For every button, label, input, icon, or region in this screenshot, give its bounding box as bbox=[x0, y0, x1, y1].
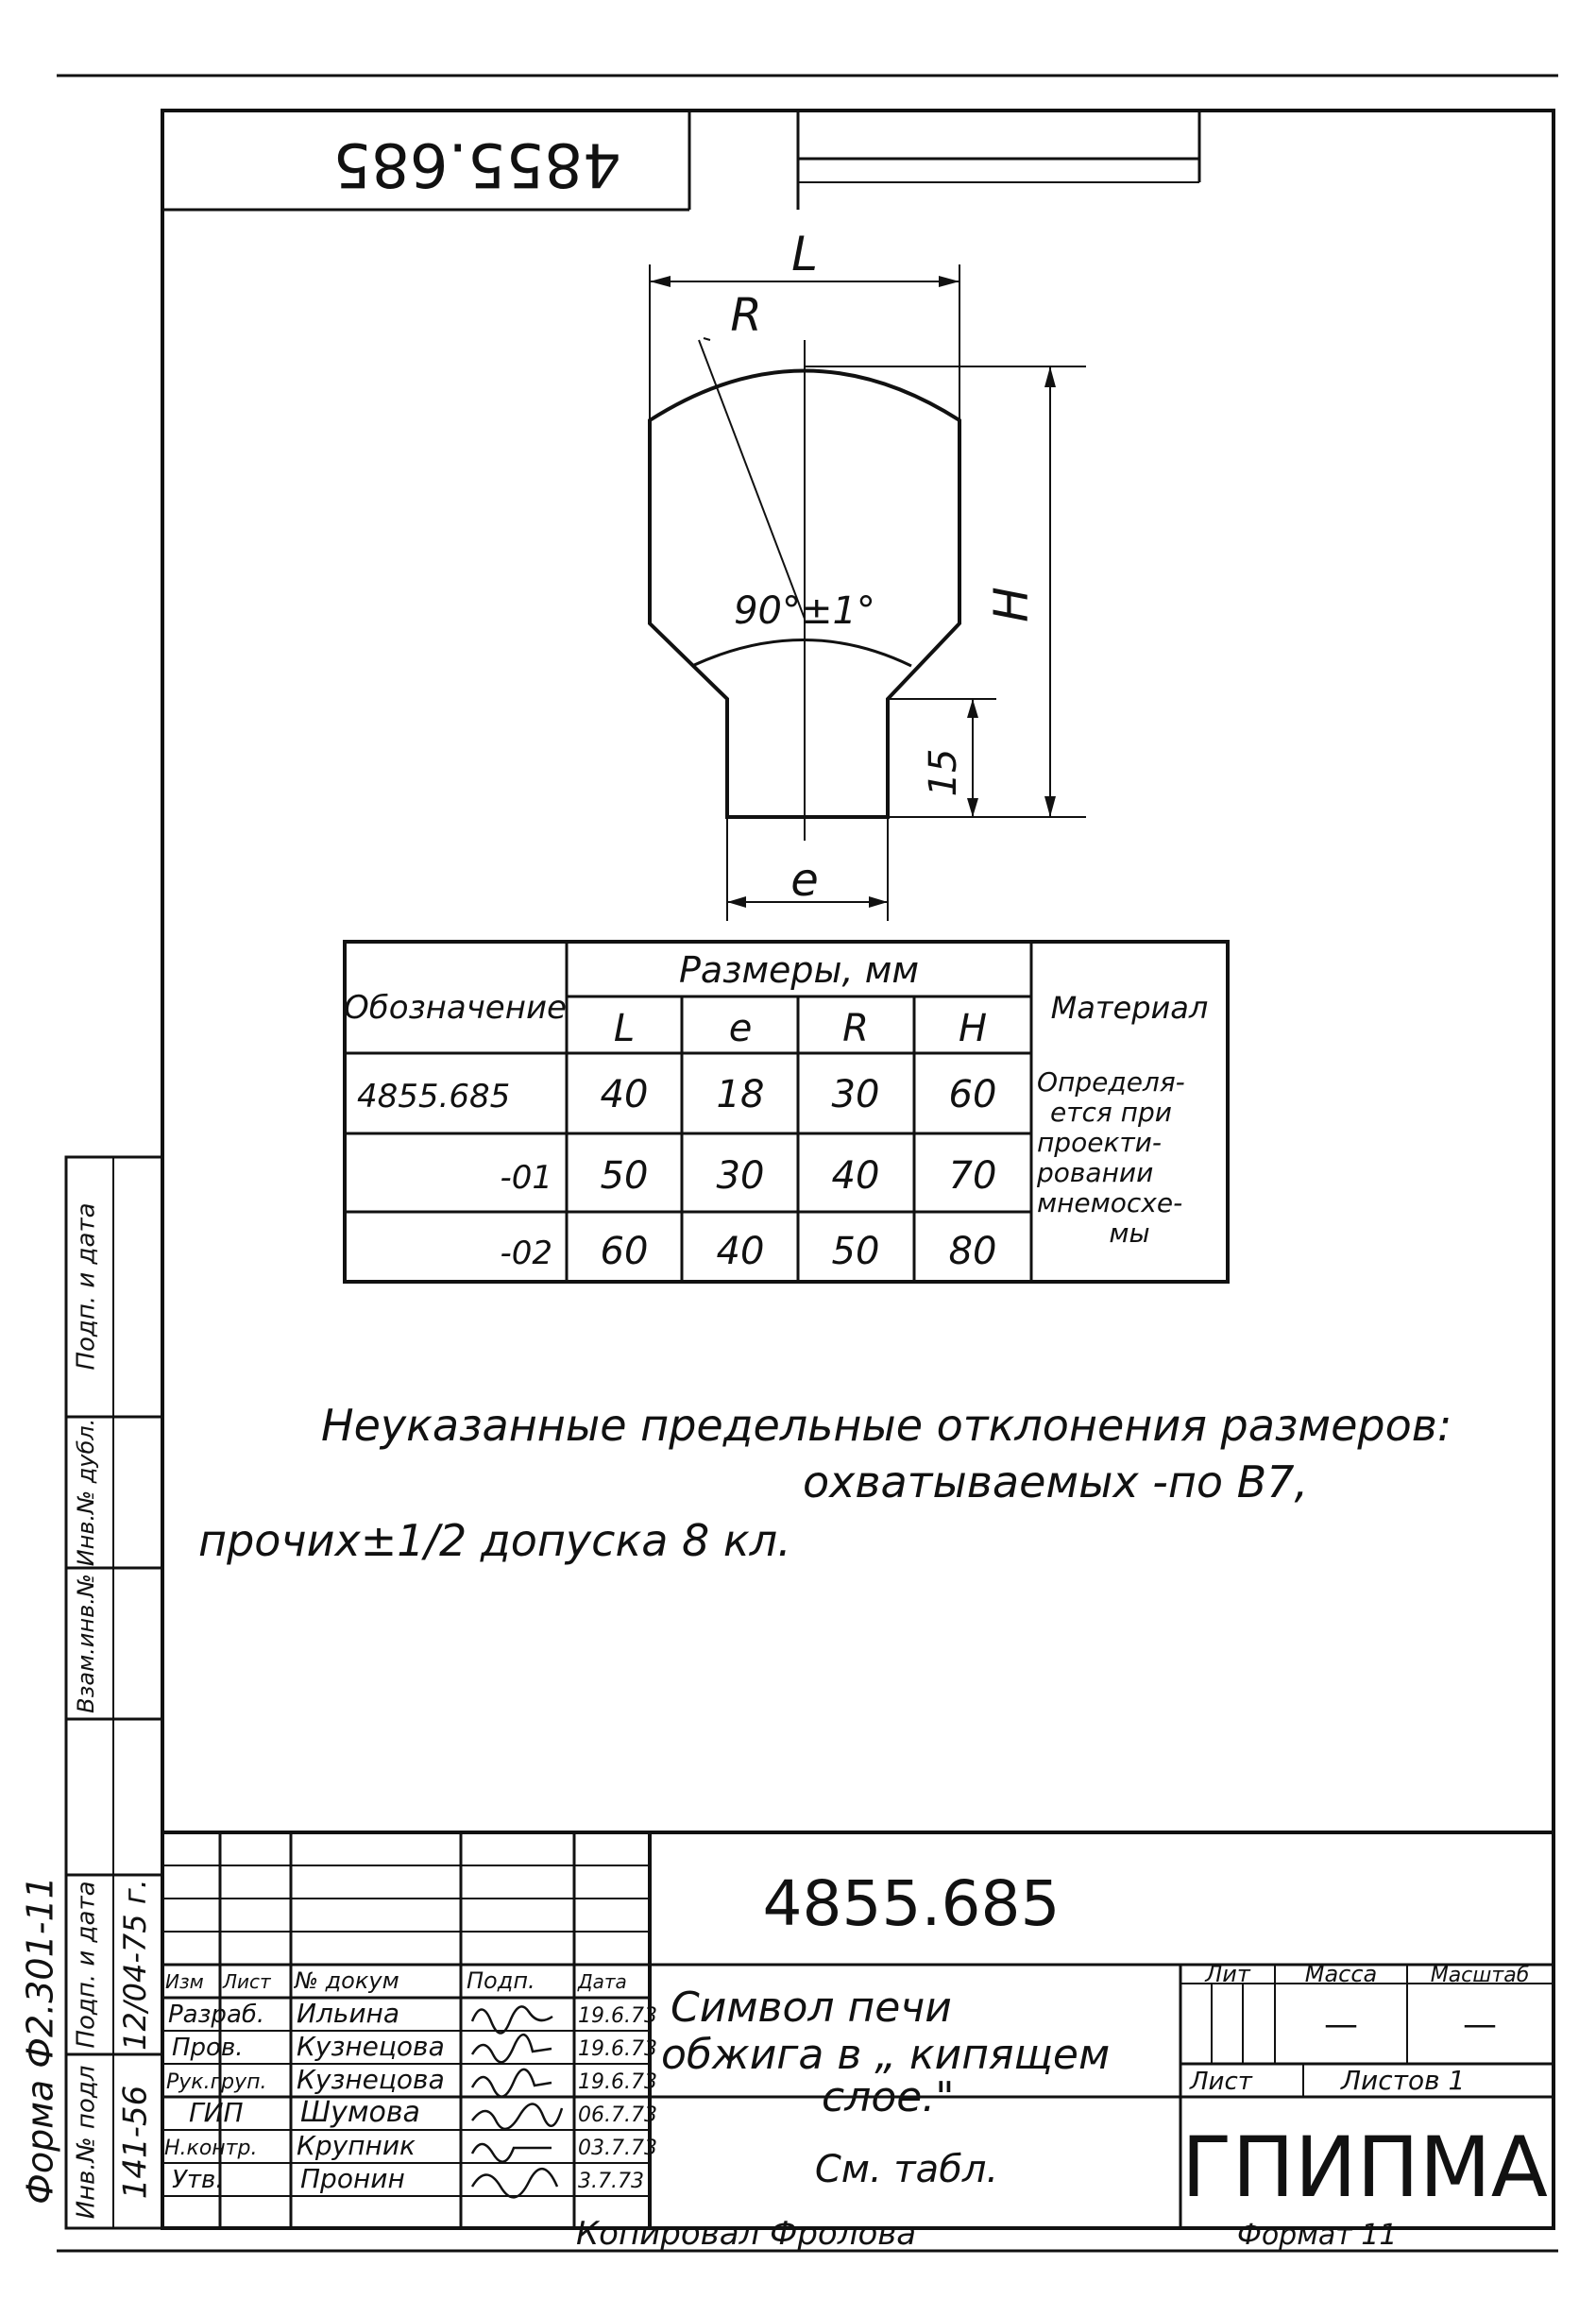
row3-designation: -02 bbox=[500, 1235, 552, 1272]
row2-H: 70 bbox=[948, 1154, 997, 1198]
sig-row2-name: Кузнецова bbox=[297, 2031, 445, 2062]
handwritten-signatures bbox=[472, 2006, 562, 2197]
row3-e: 40 bbox=[716, 1230, 765, 1273]
side-inv-podl: Инв.№ подл bbox=[72, 2065, 101, 2220]
material-line-2: ется при bbox=[1050, 1097, 1172, 1128]
dimensions-table bbox=[344, 942, 1228, 1282]
th-sizes: Размеры, мм bbox=[678, 949, 920, 991]
tolerance-notes bbox=[198, 1400, 1452, 1566]
copied-by: Копировал Фролова bbox=[576, 2215, 917, 2253]
sig-h-date: Дата bbox=[578, 1970, 627, 1993]
col-massa: Масса bbox=[1304, 1961, 1378, 1987]
sig-row1-date: 19.6.73 bbox=[578, 2004, 657, 2028]
sig-h-izm: Изм bbox=[165, 1970, 204, 1993]
row1-R: 30 bbox=[831, 1073, 880, 1116]
top-stamp bbox=[162, 111, 1199, 210]
doc-code: 4855.685 bbox=[762, 1867, 1061, 1940]
sig-h-podp: Подп. bbox=[467, 1967, 535, 1994]
material-line-4: ровании bbox=[1037, 1157, 1154, 1188]
format-label: Формат 11 bbox=[1237, 2219, 1398, 2252]
side-vzam-inv: Взам.инв.№ bbox=[73, 1574, 99, 1713]
sig-row4-date: 06.7.73 bbox=[578, 2103, 657, 2127]
title-line-3: слое." bbox=[822, 2073, 955, 2121]
row3-H: 80 bbox=[948, 1230, 997, 1273]
label-angle: 90°±1° bbox=[734, 589, 875, 633]
massa-value: — bbox=[1324, 2005, 1358, 2044]
masshtab-value: — bbox=[1463, 2005, 1497, 2044]
row2-R: 40 bbox=[831, 1154, 880, 1198]
angle-arc bbox=[692, 640, 911, 667]
note-line-3: прочих±1/2 допуска 8 кл. bbox=[198, 1515, 791, 1566]
note-line-1: Неуказанные предельные отклонения размеров: bbox=[321, 1400, 1452, 1451]
side-forma: Форма Ф2.301-11 bbox=[19, 1876, 61, 2205]
listov-label: Листов 1 bbox=[1341, 2065, 1466, 2096]
label-15: 15 bbox=[922, 748, 965, 797]
th-e: e bbox=[728, 1007, 753, 1050]
row2-L: 50 bbox=[600, 1154, 649, 1198]
sig-row3-date: 19.6.73 bbox=[578, 2070, 657, 2094]
row1-designation: 4855.685 bbox=[357, 1078, 511, 1115]
row1-H: 60 bbox=[948, 1073, 997, 1116]
row2-designation: -01 bbox=[500, 1159, 552, 1197]
sig-row6-name: Пронин bbox=[300, 2163, 405, 2194]
side-hand-date: 12/04-75 г. bbox=[117, 1879, 153, 2051]
label-L: L bbox=[791, 227, 818, 281]
sig-row5-name: Крупник bbox=[297, 2130, 416, 2161]
side-inv-dubl: Инв.№ дубл. bbox=[73, 1418, 99, 1567]
material-line-5: мнемосхе- bbox=[1037, 1187, 1183, 1218]
radius-line bbox=[699, 340, 805, 619]
sig-h-doc: № докум bbox=[295, 1967, 399, 1994]
sig-row5-role: Н.контр. bbox=[164, 2137, 258, 2160]
side-podp-data-2: Подп. и дата bbox=[72, 1881, 101, 2049]
th-material: Материал bbox=[1050, 990, 1209, 1026]
note-line-2: охватываемых -по В7, bbox=[803, 1456, 1309, 1507]
th-R: R bbox=[842, 1007, 869, 1050]
col-masshtab: Масштаб bbox=[1430, 1964, 1530, 1987]
row3-R: 50 bbox=[831, 1230, 880, 1273]
sig-row4-role: ГИП bbox=[189, 2097, 244, 2128]
sig-row6-role: Утв. bbox=[172, 2166, 224, 2194]
th-H: H bbox=[958, 1007, 988, 1050]
sig-row2-date: 19.6.73 bbox=[578, 2037, 657, 2061]
top-stamp-code: 4855.685 bbox=[332, 128, 621, 199]
col-lit: Лит bbox=[1205, 1961, 1250, 1987]
title-line-1: Символ печи bbox=[671, 1984, 952, 2032]
label-R: R bbox=[730, 289, 762, 342]
sig-row2-role: Пров. bbox=[172, 2034, 244, 2062]
row2-e: 30 bbox=[716, 1154, 765, 1198]
sig-row5-date: 03.7.73 bbox=[578, 2137, 657, 2160]
sig-row4-name: Шумова bbox=[300, 2096, 420, 2129]
sig-row6-date: 3.7.73 bbox=[578, 2170, 644, 2193]
list-label: Лист bbox=[1190, 2068, 1252, 2096]
row1-L: 40 bbox=[600, 1073, 649, 1116]
material-line-6: мы bbox=[1109, 1218, 1150, 1249]
label-e: e bbox=[790, 854, 819, 907]
row3-L: 60 bbox=[600, 1230, 649, 1273]
title-block bbox=[162, 1832, 1554, 2253]
sig-row3-role: Рук.груп. bbox=[166, 2070, 267, 2094]
part-drawing bbox=[650, 227, 1086, 921]
sig-row1-name: Ильина bbox=[297, 1998, 400, 2029]
th-designation: Обозначение bbox=[344, 989, 567, 1027]
material-line-3: проекти- bbox=[1037, 1127, 1162, 1158]
left-side-strip bbox=[20, 1157, 163, 2228]
side-podp-data: Подп. и дата bbox=[72, 1202, 101, 1371]
title-line-2: обжига в „ кипящем bbox=[661, 2031, 1111, 2079]
material-note: См. табл. bbox=[814, 2148, 999, 2191]
side-hand-inv: 141-56 bbox=[116, 2085, 155, 2200]
label-H: H bbox=[984, 587, 1039, 622]
row1-e: 18 bbox=[716, 1073, 765, 1116]
sig-row3-name: Кузнецова bbox=[297, 2064, 445, 2095]
material-line-1: Определя- bbox=[1037, 1066, 1185, 1098]
sig-h-list: Лист bbox=[223, 1970, 271, 1993]
th-L: L bbox=[613, 1007, 636, 1050]
org-name: ГПИПМА bbox=[1181, 2119, 1548, 2216]
sig-row1-role: Разраб. bbox=[168, 2001, 265, 2029]
